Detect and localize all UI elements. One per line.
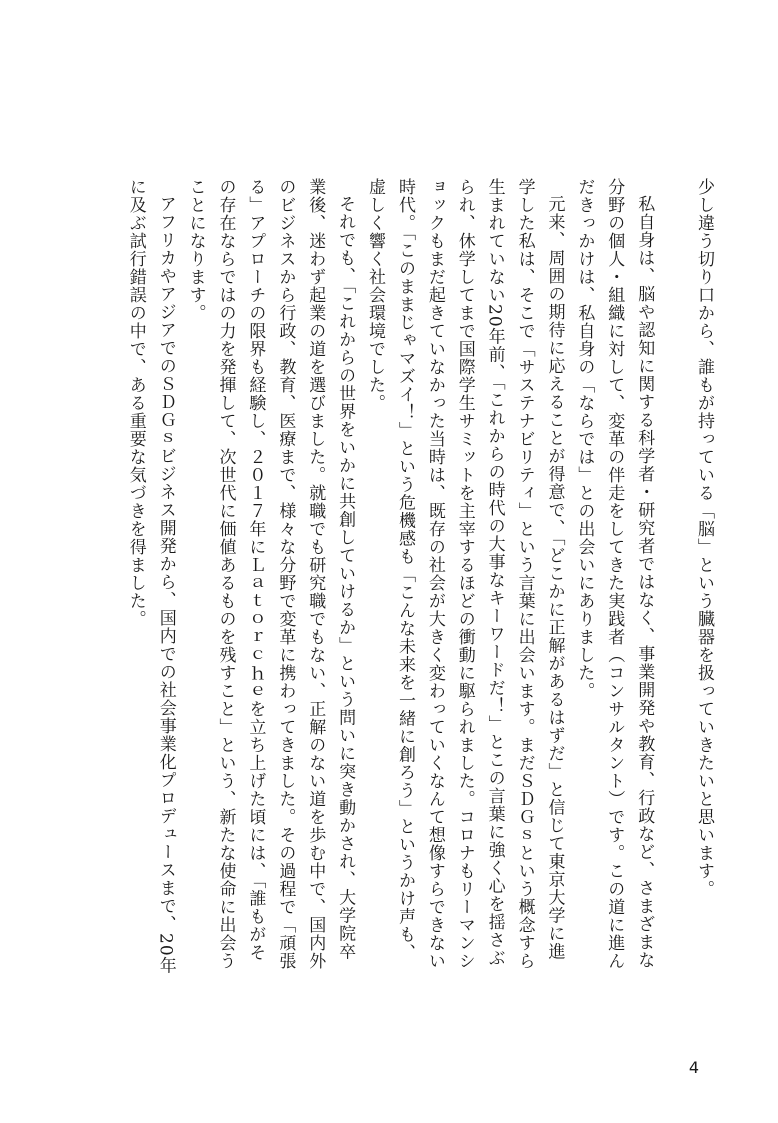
paragraph-intro: 少し違う切り口から、誰もが持っている「脳」という臓器を扱っていきたいと思います。 — [694, 178, 714, 898]
body-text — [120, 178, 718, 978]
paragraph-realization: アフリカやアジアでのＳＤＧｓビジネス開発から、国内での社会事業化プロデュースまで、20年に及ぶ試行錯誤の中で、ある重要な気づきを得ました。 — [125, 178, 176, 975]
paragraph-self-introduction: 私自身は、脳や認知に関する科学者・研究者ではなく、事業開発や教育、行政など、さまざまな分野の個人・組織に対して、変革の伴走をしてきた実践者（コンサルタント）です。この道に進んだきっかけは、私自身の「ならでは」との出会いにありました。 — [574, 178, 655, 970]
page-number: 4 — [688, 1058, 699, 1077]
paragraph-university: 元来、周囲の期待に応えることが得意で、「どこかに正解があるはずだ」と信じて東京大学に進学した私は、そこで「サステナビリティ」という言葉に出会います。まだＳＤＧｓという概念すら生まれていない20年前、「これからの時代の大事なキーワードだ！」とこの言葉に強く心を揺さぶられ、休学してまで国際学生サミットを主宰するほどの衝動に駆られました。コロナもリーマンショックもまだ起きていなかった当時は、既存の社会が大きく変わっていくなんて想像すらできない時代。「このままじゃマズイ！」という危機感も「こんな未来を一緒に創ろう」というかけ声も、虚しく響く社会環境でした。 — [365, 178, 565, 970]
paragraph-entrepreneurship: それでも、「これからの世界をいかに共創していけるか」という問いに突き動かされ、大学院卒業後、迷わず起業の道を選びました。就職でも研究職でもない、正解のない道を歩む中で、国内外のビジネスから行政、教育、医療まで、様々な分野で変革に携わってきました。その過程で「頑張る」アプローチの限界も経験し、２０１７年にＬａｔｏｒｃｈｅを立ち上げた頃には、「誰もがその存在ならではの力を発揮して、次世代に価値あるものを残すこと」という、新たな使命に出会うことになります。 — [185, 178, 356, 970]
paragraph-spacer — [658, 178, 688, 978]
